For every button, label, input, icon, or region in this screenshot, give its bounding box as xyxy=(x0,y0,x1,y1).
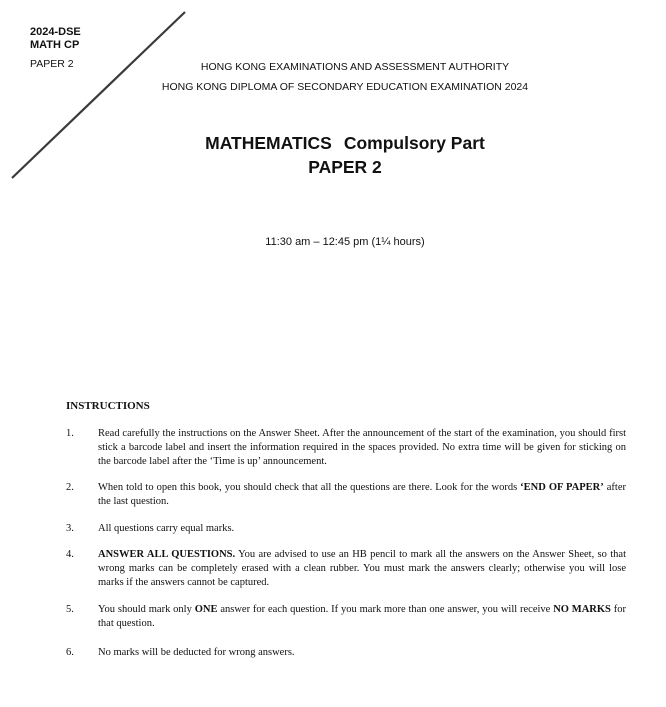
instruction-item xyxy=(66,646,626,660)
instruction-number: 4. xyxy=(66,549,74,560)
instruction-emphasis: ANSWER ALL QUESTIONS. xyxy=(98,549,236,560)
paper-code-paper: PAPER 2 xyxy=(30,58,74,70)
instruction-item xyxy=(66,481,626,509)
exam-time: 11:30 am – 12:45 pm (1¼ hours) xyxy=(265,236,425,248)
paper-code-year: 2024-DSE xyxy=(30,26,81,38)
instructions-title: INSTRUCTIONS xyxy=(66,400,150,412)
instruction-emphasis: ONE xyxy=(194,604,218,615)
instruction-number: 6. xyxy=(66,647,74,658)
instruction-number: 5. xyxy=(66,604,74,615)
authority-name: HONG KONG EXAMINATIONS AND ASSESSMENT AUTHORITY xyxy=(200,61,510,73)
instruction-text: Read carefully the instructions on the Answer Sheet. After the announcement of the start of the examination, you should first stick a barcode label and insert the information required in the spaces provided. No extra time will be given for sticking on the barcode label after the ‘Time is up’ announcement. xyxy=(98,428,626,467)
subject-part: Compulsory Part xyxy=(343,133,485,153)
paper-code-subject: MATH CP xyxy=(30,39,80,51)
instruction-text: All questions carry equal marks. xyxy=(98,523,235,534)
instruction-item xyxy=(66,603,626,631)
instruction-text: You should mark only ONE answer for each question. If you mark more than one answer, you will receive NO MARKS for that question. xyxy=(98,604,626,629)
instruction-number: 3. xyxy=(66,523,74,534)
exam-name: HONG KONG DIPLOMA OF SECONDARY EDUCATION EXAMINATION 2024 xyxy=(161,81,529,93)
instruction-emphasis: ‘END OF PAPER’ xyxy=(520,482,604,493)
instruction-text: When told to open this book, you should check that all the questions are there. Look for the words ‘END OF PAPER’ after the last question. xyxy=(98,482,627,507)
instruction-item xyxy=(66,548,626,590)
subject-title xyxy=(0,133,666,154)
instruction-text: ANSWER ALL QUESTIONS. You are advised to use an HB pencil to mark all the answers on the Answer Sheet, so that wrong marks can be completely erased with a clean rubber. You must mark the answers clearly; otherwise you will lose marks if the answers cannot be captured. xyxy=(98,549,626,588)
instruction-emphasis: NO MARKS xyxy=(553,604,611,615)
subject-main: MATHEMATICS xyxy=(205,133,332,153)
instruction-item xyxy=(66,427,626,469)
paper-title: PAPER 2 xyxy=(308,157,382,177)
instruction-number: 1. xyxy=(66,428,74,439)
instruction-text: No marks will be deducted for wrong answers. xyxy=(98,647,295,658)
instruction-item xyxy=(66,522,626,536)
instruction-number: 2. xyxy=(66,482,74,493)
